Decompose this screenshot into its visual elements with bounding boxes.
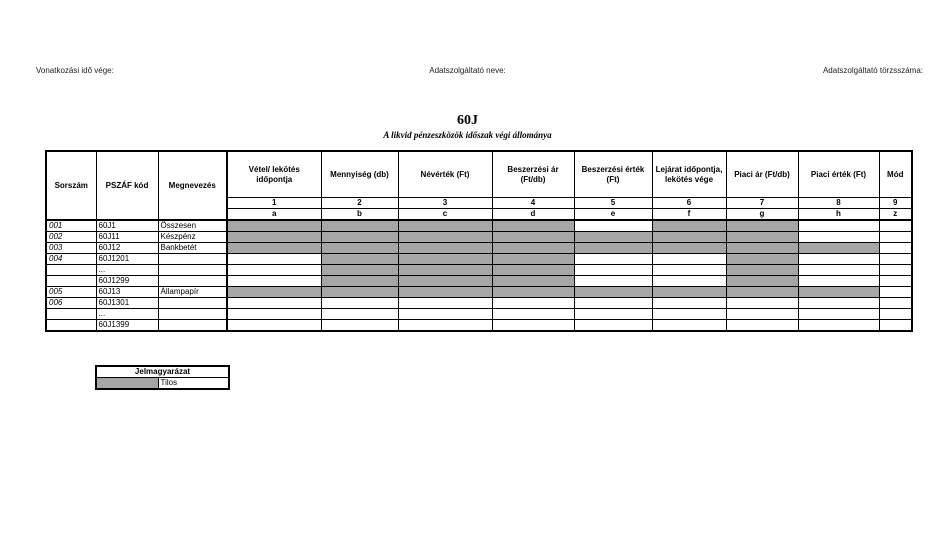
column-number-4: 4 [492, 198, 574, 209]
forbidden-cell [398, 265, 492, 276]
header-col-8: Piaci érték (Ft) [798, 151, 879, 198]
input-cell[interactable] [798, 320, 879, 332]
provider-name-label: Adatszolgáltató neve: [429, 66, 506, 75]
row-sorszam [46, 265, 96, 276]
liquid-assets-table [45, 150, 913, 332]
forbidden-cell [321, 265, 398, 276]
row-megnevezes: Állampapír [158, 287, 227, 298]
row-sorszam: 003 [46, 243, 96, 254]
column-letter-9: z [879, 209, 912, 221]
row-sorszam [46, 320, 96, 332]
column-number-5: 5 [574, 198, 652, 209]
forbidden-cell [321, 243, 398, 254]
reference-period-end-label: Vonatkozási idő vége: [36, 66, 114, 75]
column-number-9: 9 [879, 198, 912, 209]
input-cell[interactable] [652, 254, 726, 265]
input-cell[interactable] [798, 220, 879, 232]
row-pszaf-kod: ... [96, 309, 158, 320]
input-cell[interactable] [879, 309, 912, 320]
input-cell[interactable] [879, 276, 912, 287]
column-letter-2: b [321, 209, 398, 221]
forbidden-cell [798, 243, 879, 254]
row-sorszam: 005 [46, 287, 96, 298]
row-pszaf-kod: 60J1201 [96, 254, 158, 265]
forbidden-cell [321, 232, 398, 243]
input-cell[interactable] [879, 287, 912, 298]
input-cell[interactable] [652, 309, 726, 320]
forbidden-cell [492, 243, 574, 254]
input-cell[interactable] [798, 309, 879, 320]
table-row [46, 220, 912, 232]
forbidden-cell [652, 232, 726, 243]
input-cell[interactable] [879, 232, 912, 243]
input-cell[interactable] [398, 309, 492, 320]
input-cell[interactable] [492, 320, 574, 332]
forbidden-cell [321, 276, 398, 287]
row-pszaf-kod: 60J1299 [96, 276, 158, 287]
table-row [46, 265, 912, 276]
header-col-5: Beszerzési érték (Ft) [574, 151, 652, 198]
header-col-6: Lejárat időpontja, lekötés vége [652, 151, 726, 198]
table-row [46, 309, 912, 320]
forbidden-cell [398, 276, 492, 287]
forbidden-cell [652, 287, 726, 298]
input-cell[interactable] [492, 298, 574, 309]
row-megnevezes: Összesen [158, 220, 227, 232]
forbidden-cell [492, 254, 574, 265]
forbidden-cell [726, 265, 798, 276]
row-pszaf-kod: 60J1399 [96, 320, 158, 332]
column-number-7: 7 [726, 198, 798, 209]
forbidden-cell [574, 243, 652, 254]
input-cell[interactable] [798, 265, 879, 276]
input-cell[interactable] [726, 309, 798, 320]
table-row [46, 243, 912, 254]
column-letter-7: g [726, 209, 798, 221]
input-cell[interactable] [321, 320, 398, 332]
input-cell[interactable] [227, 309, 321, 320]
column-number-6: 6 [652, 198, 726, 209]
forbidden-cell [398, 220, 492, 232]
column-letter-5: e [574, 209, 652, 221]
legend-table [95, 365, 230, 390]
table-row [46, 320, 912, 332]
input-cell[interactable] [398, 298, 492, 309]
input-cell[interactable] [726, 320, 798, 332]
header-pszaf-kod: PSZÁF kód [96, 151, 158, 220]
column-number-3: 3 [398, 198, 492, 209]
input-cell[interactable] [879, 220, 912, 232]
row-sorszam: 006 [46, 298, 96, 309]
header-sorszam: Sorszám [46, 151, 96, 220]
forbidden-cell [398, 243, 492, 254]
input-cell[interactable] [574, 298, 652, 309]
legend-label-tilos: Tilos [158, 378, 229, 390]
forbidden-cell [492, 232, 574, 243]
forbidden-cell [574, 232, 652, 243]
row-megnevezes [158, 265, 227, 276]
header-col-4: Beszerzési ár (Ft/db) [492, 151, 574, 198]
row-sorszam: 001 [46, 220, 96, 232]
forbidden-cell [227, 220, 321, 232]
forbidden-cell [652, 220, 726, 232]
forbidden-cell [726, 243, 798, 254]
report-subtitle: A likvid pénzeszközök időszak végi állománya [383, 130, 552, 140]
row-sorszam [46, 276, 96, 287]
table-row [46, 254, 912, 265]
forbidden-cell [798, 287, 879, 298]
input-cell[interactable] [879, 320, 912, 332]
header-col-9: Mód [879, 151, 912, 198]
header-col-1: Vétel/ lekötés időpontja [227, 151, 321, 198]
forbidden-cell [398, 232, 492, 243]
input-cell[interactable] [574, 309, 652, 320]
input-cell[interactable] [227, 265, 321, 276]
forbidden-cell [492, 265, 574, 276]
forbidden-cell [227, 243, 321, 254]
forbidden-cell [227, 232, 321, 243]
input-cell[interactable] [574, 254, 652, 265]
row-megnevezes [158, 320, 227, 332]
provider-registry-number-label: Adatszolgáltató törzsszáma: [822, 66, 923, 75]
input-cell[interactable] [726, 298, 798, 309]
input-cell[interactable] [227, 276, 321, 287]
input-cell[interactable] [879, 265, 912, 276]
forbidden-cell [321, 287, 398, 298]
row-megnevezes [158, 309, 227, 320]
input-cell[interactable] [574, 265, 652, 276]
table-row [46, 287, 912, 298]
forbidden-cell [726, 254, 798, 265]
input-cell[interactable] [652, 320, 726, 332]
table-row [46, 232, 912, 243]
row-pszaf-kod: ... [96, 265, 158, 276]
input-cell[interactable] [227, 298, 321, 309]
input-cell[interactable] [574, 276, 652, 287]
input-cell[interactable] [798, 298, 879, 309]
input-cell[interactable] [879, 243, 912, 254]
input-cell[interactable] [227, 254, 321, 265]
input-cell[interactable] [574, 320, 652, 332]
row-pszaf-kod: 60J1301 [96, 298, 158, 309]
row-pszaf-kod: 60J12 [96, 243, 158, 254]
table-row [46, 276, 912, 287]
input-cell[interactable] [321, 309, 398, 320]
column-letter-1: a [227, 209, 321, 221]
input-cell[interactable] [798, 254, 879, 265]
header-col-7: Piaci ár (Ft/db) [726, 151, 798, 198]
row-megnevezes [158, 276, 227, 287]
forbidden-cell [492, 287, 574, 298]
legend-title: Jelmagyarázat [96, 366, 229, 378]
forbidden-cell [321, 220, 398, 232]
row-pszaf-kod: 60J11 [96, 232, 158, 243]
legend-swatch-tilos [96, 378, 158, 390]
row-megnevezes [158, 254, 227, 265]
row-pszaf-kod: 60J13 [96, 287, 158, 298]
header-col-2: Mennyiség (db) [321, 151, 398, 198]
row-megnevezes [158, 298, 227, 309]
forbidden-cell [398, 254, 492, 265]
forbidden-cell [227, 287, 321, 298]
forbidden-cell [652, 243, 726, 254]
column-letter-4: d [492, 209, 574, 221]
forbidden-cell [726, 232, 798, 243]
forbidden-cell [574, 287, 652, 298]
input-cell[interactable] [879, 298, 912, 309]
input-cell[interactable] [574, 220, 652, 232]
input-cell[interactable] [227, 320, 321, 332]
row-sorszam: 004 [46, 254, 96, 265]
column-number-8: 8 [798, 198, 879, 209]
forbidden-cell [398, 287, 492, 298]
column-number-1: 1 [227, 198, 321, 209]
forbidden-cell [321, 254, 398, 265]
column-letter-6: f [652, 209, 726, 221]
column-number-2: 2 [321, 198, 398, 209]
header-megnevezes: Megnevezés [158, 151, 227, 220]
input-cell[interactable] [798, 232, 879, 243]
forbidden-cell [726, 287, 798, 298]
row-megnevezes: Bankbetét [158, 243, 227, 254]
row-sorszam: 002 [46, 232, 96, 243]
input-cell[interactable] [398, 320, 492, 332]
row-megnevezes: Készpénz [158, 232, 227, 243]
input-cell[interactable] [652, 276, 726, 287]
input-cell[interactable] [798, 276, 879, 287]
forbidden-cell [492, 220, 574, 232]
input-cell[interactable] [492, 309, 574, 320]
table-row [46, 298, 912, 309]
input-cell[interactable] [652, 265, 726, 276]
input-cell[interactable] [321, 298, 398, 309]
row-sorszam [46, 309, 96, 320]
forbidden-cell [726, 276, 798, 287]
input-cell[interactable] [652, 298, 726, 309]
header-col-3: Névérték (Ft) [398, 151, 492, 198]
row-pszaf-kod: 60J1 [96, 220, 158, 232]
forbidden-cell [492, 276, 574, 287]
forbidden-cell [726, 220, 798, 232]
column-letter-8: h [798, 209, 879, 221]
column-letter-3: c [398, 209, 492, 221]
input-cell[interactable] [879, 254, 912, 265]
report-code: 60J [457, 113, 478, 128]
